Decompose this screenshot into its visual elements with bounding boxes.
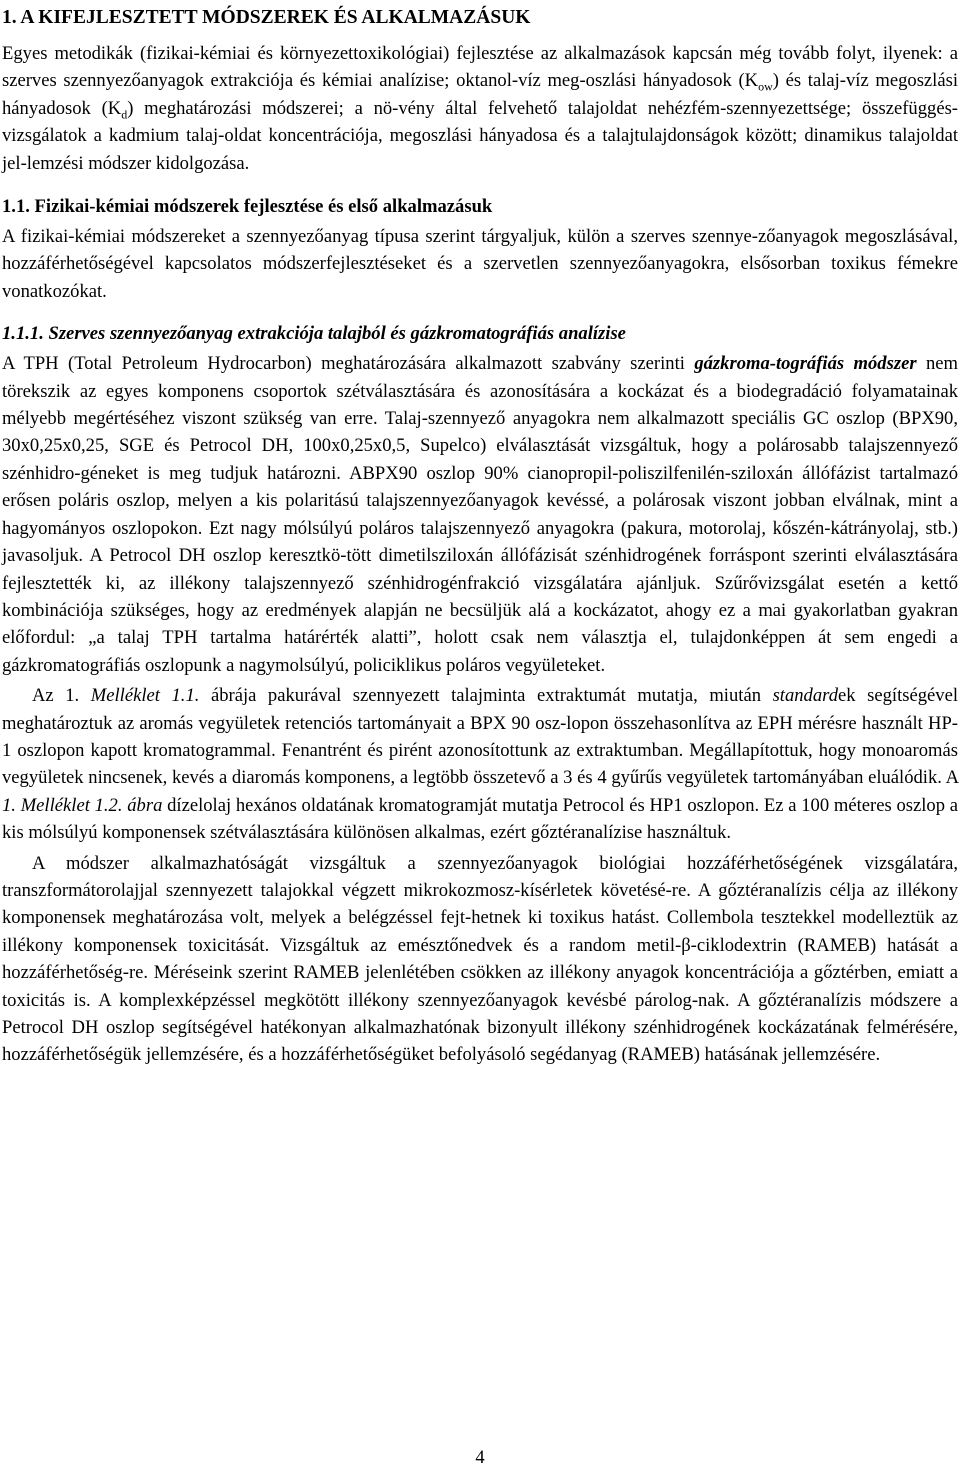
chapter-heading: 1. A KIFEJLESZTETT MÓDSZEREK ÉS ALKALMAZÁSUK [2, 7, 531, 28]
kd-subscript: d [121, 107, 128, 122]
intro-text-part-1: Egyes metodikák (fizikai-kémiai és környezettoxikológiai) fejlesztése az alkalmazások kapcsán még tovább folyt, ilyenek: a szerves szennyezőanyagok extrakciója és kémiai analízise; oktanol-víz meg-oszlási hányadosok (K [2, 43, 958, 92]
gc-method-emphasis: gázkroma-tográfiás módszer [694, 353, 917, 375]
standard-emphasis: standard [772, 685, 838, 707]
intro-text-part-2: ) és talaj-víz megoszlási hányadosok (K [2, 70, 958, 119]
chromatogram-paragraph [2, 682, 958, 846]
section-heading-1-1: 1.1. Fizikai-kémiai módszerek fejlesztése és első alkalmazásuk [2, 196, 493, 218]
annex-reference-1-2: 1. Melléklet 1.2. ábra [2, 794, 163, 816]
chromatogram-text-part-4: dízelolaj hexános oldatának kromatogramját mutatja Petrocol és HP1 oszlopon. Ez a 100 méteres oszlop a kis mólsúlyú komponensek szétválasztására különösen alkalmas, ezért gőztéranalízise használtuk. [2, 794, 958, 844]
tph-text-part-1: A TPH (Total Petroleum Hydrocarbon) meghatározására alkalmazott szabvány szerinti [2, 353, 695, 375]
kow-subscript: ow [758, 80, 773, 95]
chromatogram-text-part-1: Az 1. [32, 685, 91, 707]
chromatogram-text-part-2: ábrája pakurával szennyezett talajminta extraktumát mutatja, miután [199, 685, 773, 707]
intro-text-part-3: ) meghatározási módszerei; a nö-vény által felvehető talajoldat nehézfém-szennyezettsége; összefüggés-vizsgálatok a kadmium talaj-oldat koncentrációja, megoszlási hányadosa és a talajtulajdonságok között; dinamikus talajoldat jel-lemzési módszer kidolgozása. [2, 97, 958, 174]
section-1-1-paragraph: A fizikai-kémiai módszereket a szennyezőanyag típusa szerint tárgyaljuk, külön a szerves szennye-zőanyagok megoszlásával, hozzáférhetőségével kapcsolatos módszerfejlesztéseket és a szervetlen szennyezőanyagokra, elsősorban toxikus fémekre vonatkozókat. [2, 226, 958, 302]
page-number: 4 [475, 1447, 485, 1468]
section-heading-1-1-1: 1.1.1. Szerves szennyezőanyag extrakciója talajból és gázkromatográfiás analízise [2, 323, 626, 345]
headspace-analysis-paragraph: A módszer alkalmazhatóságát vizsgáltuk a szennyezőanyagok biológiai hozzáférhetőségének vizsgálatára, transzformátorolajjal szennyezett talajokkal végzett mikrokozmosz-kísérletek követésé-re. A gőztéranalízis célja az illékony komponensek meghatározása volt, melyek a belégzéssel fejt-hetnek ki toxikus hatást. Collembola tesztekkel modelleztük az illékony komponensek toxicitását. Vizsgáltuk az emésztőnedvek és a random metil-β-ciklodextrin (RAMEB) hatását a hozzáférhetőség-re. Méréseink szerint RAMEB jelenlétében csökken az illékony anyagok koncentrációja a gőztérben, emiatt a toxicitás is. A komplexképzéssel megkötött illékony szennyezőanyagok kevésbé párolog-nak. A gőztéranalízis módszere a Petrocol DH oszlop segítségével hatékonyan alkalmazhatónak bizonyult illékony szénhidrogének kockázatának felmérésére, hozzáférhetőségük jellemzésére, és a hozzáférhetőségüket befolyásoló segédanyag (RAMEB) hatásának jellemzésére. [2, 852, 958, 1066]
annex-reference-1-1: Melléklet 1.1. [90, 685, 200, 707]
tph-text-part-2: nem törekszik az egyes komponens csoportok szétválasztására és azonosítására a kockázat és a biodegradáció folyamatainak mélyebb megértéséhez viszont szükség van erre. Talaj-szennyező anyagokra nem alkalmazott speciális GC oszlop (BPX90, 30x0,25x0,25, SGE és Petrocol DH, 100x0,25x0,5, Supelco) elválasztását vizsgáltuk, hogy a polárosabb talajszennyező szénhidro-géneket is meg tudjuk határozni. ABPX90 oszlop 90% cianopropil-poliszilfenilén-sziloxán állófázist tartalmazó erősen poláris oszlop, melyen a kis polaritású talajszennyezőanyagok kevéssé, a polárosak viszont jobban elválnak, mint a hagyományos oszlopokon. Ezt nagy mólsúlyú poláros talajszennyező anyagokra (pakura, motorolaj, kőszén-kátrányolaj, stb.) javasoljuk. A Petrocol DH oszlop keresztkö-tött dimetilsziloxán állófázisát szénhidrogének forráspont szerinti elválasztására fejlesztették ki, az illékony talajszennyező szénhidrogénfrakció vizsgálatára ajánljuk. Szűrővizsgálat esetén a kettő kombinációja szükséges, hogy az eredmények alapján ne becsüljük alá a kockázatot, ahogy ez a mai gyakorlatban gyakran előfordul: „a talaj TPH tartalma határérték alatti”, holott csak nem választja el, tulajdonképpen át sem engedi a gázkromatográfiás oszlopunk a nagymolsúlyú, policiklikus poláros vegyületeket. [2, 353, 958, 676]
intro-paragraph [2, 40, 958, 177]
tph-method-paragraph [2, 350, 958, 679]
chromatogram-text-part-3: ek segítségével meghatároztuk az aromás vegyületek retenciós tartományait a BPX 90 osz-lopon összehasonlítva az EPH mérésre használt HP-1 oszlopon kapott kromatogrammal. Fenantrént és pirént azonosítottunk az extraktumban. Megállapítottuk, hogy monoaromás vegyületek nincsenek, kevés a diaromás komponens, a legtöbb összetevő a 3 és 4 gyűrűs vegyületek tartományában eluálódik. A [2, 685, 958, 789]
